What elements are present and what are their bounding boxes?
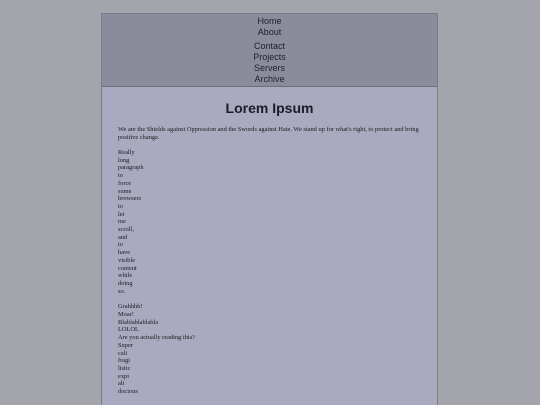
paragraph-word: force — [118, 179, 132, 187]
paragraph-word: scroll, — [118, 226, 134, 234]
paragraph-word: to — [118, 172, 123, 180]
page-title: Lorem Ipsum — [225, 100, 314, 116]
intro-text: We are the Shields against Oppression and the Swords against Hate. We stand up for what's right, to protect and bring positive change. — [118, 126, 419, 141]
paragraph-word: me — [118, 218, 126, 226]
paragraph-word: and — [118, 233, 128, 241]
nav-menu — [102, 14, 437, 87]
paragraph-word: let — [118, 210, 125, 218]
text-line: docious — [118, 388, 138, 396]
paragraph-word: while — [118, 272, 133, 280]
paragraph-word: paragraph — [118, 164, 144, 172]
text-line: Blablablablabla — [118, 318, 159, 326]
main-content — [102, 87, 437, 396]
paragraph-word: browsers — [118, 195, 142, 203]
paragraph-word: to — [118, 241, 123, 249]
page-container — [101, 13, 438, 405]
long-paragraph — [118, 149, 421, 295]
paragraph-word: long — [118, 156, 130, 164]
text-line: expi — [118, 372, 130, 380]
paragraph-word: content — [118, 264, 137, 272]
text-line: listic — [118, 364, 131, 372]
text-line: ali — [118, 380, 125, 388]
paragraph-word: some — [118, 187, 132, 195]
nav-item-home[interactable]: Home — [257, 16, 282, 26]
text-line: Moar! — [118, 311, 134, 319]
nav-item-contact[interactable]: Contact — [253, 41, 286, 51]
paragraph-word: Really — [118, 149, 135, 156]
paragraph-word: doing — [118, 279, 133, 287]
nav-group-secondary — [102, 38, 437, 85]
text-line: Grahhhh! — [118, 303, 143, 311]
text-line: Super — [118, 341, 133, 349]
nav-item-about[interactable]: About — [257, 27, 282, 37]
paragraph-word: visible — [118, 256, 136, 264]
nav-group-primary — [102, 14, 437, 38]
paragraph-word: have — [118, 249, 131, 257]
text-line: fragi — [118, 357, 131, 365]
text-line: cali — [118, 349, 128, 357]
text-line: Are you actually reading this? — [118, 334, 196, 342]
nav-item-servers[interactable]: Servers — [253, 63, 285, 73]
extra-lines — [118, 303, 421, 395]
nav-item-archive[interactable]: Archive — [254, 74, 285, 84]
text-line: LOLOL — [118, 326, 139, 334]
nav-item-projects[interactable]: Projects — [253, 52, 286, 62]
paragraph-word: so. — [118, 287, 126, 295]
paragraph-word: to — [118, 202, 123, 210]
